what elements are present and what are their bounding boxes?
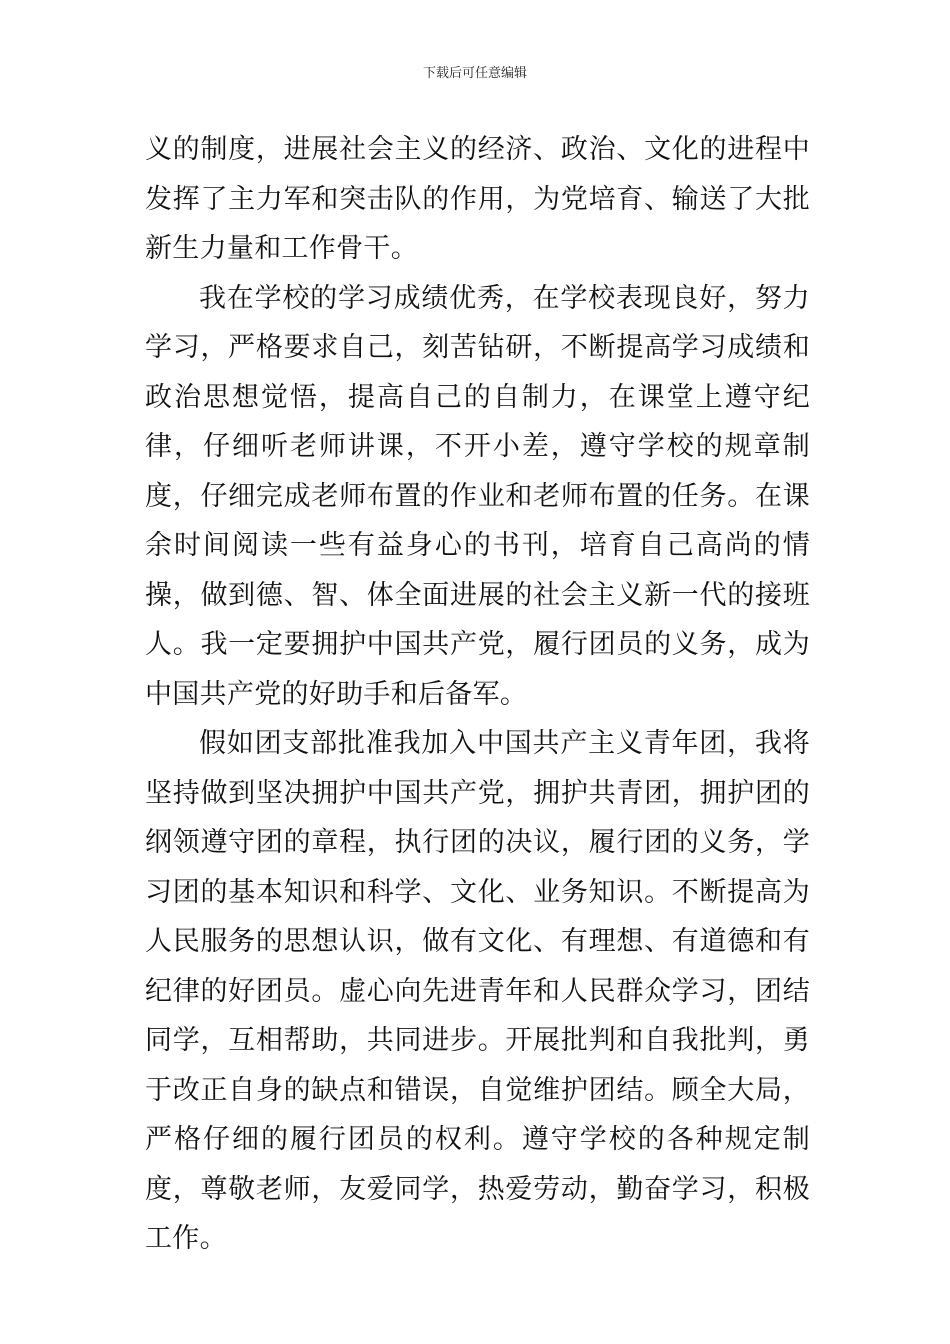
paragraph-continuation: 义的制度，进展社会主义的经济、政治、文化的进程中发挥了主力军和突击队的作用，为党培育、输送了大批新生力量和工作骨干。 (145, 134, 810, 264)
document-body (145, 125, 810, 1264)
page-header: 下载后可任意编辑 (422, 66, 527, 81)
paragraph-study-performance: 我在学校的学习成绩优秀，在学校表现良好，努力学习，严格要求自己，刻苦钻研，不断提高学习成绩和政治思想觉悟，提高自己的自制力，在课堂上遵守纪律，仔细听老师讲课，不开小差，遵守学校的规章制度，仔细完成老师布置的作业和老师布置的任务。在课余时间阅读一些有益身心的书刊，培育自己高尚的情操，做到德、智、体全面进展的社会主义新一代的接班人。我一定要拥护中国共产党，履行团员的义务，成为中国共产党的好助手和后备军。 (145, 282, 810, 710)
paragraph-commitment: 假如团支部批准我加入中国共产主义青年团，我将坚持做到坚决拥护中国共产党，拥护共青团，拥护团的纲领遵守团的章程，执行团的决议，履行团的义务，学习团的基本知识和科学、文化、业务知识。不断提高为人民服务的思想认识，做有文化、有理想、有道德和有纪律的好团员。虚心向先进青年和人民群众学习，团结同学，互相帮助，共同进步。开展批判和自我批判，勇于改正自身的缺点和错误，自觉维护团结。顾全大局，严格仔细的履行团员的权利。遵守学校的各种规定制度，尊敬老师，友爱同学，热爱劳动，勤奋学习，积极工作。 (145, 728, 810, 1254)
